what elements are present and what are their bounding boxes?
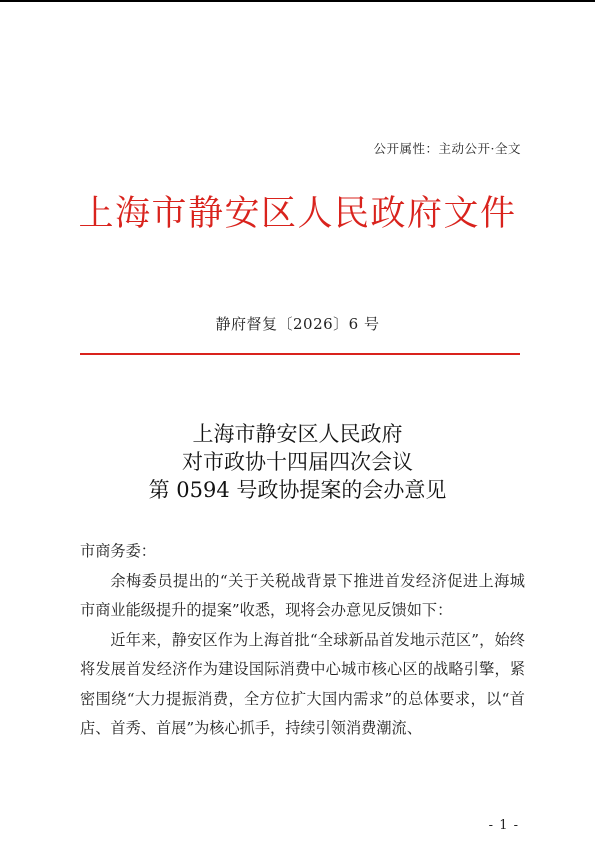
page-number: - 1 - (488, 818, 519, 833)
body-paragraph-2: 近年来，静安区作为上海首批“全球新品首发地示范区”，始终将发展首发经济作为建设国际消费中心城市核心区的战略引擎，紧密围绕“大力提振消费，全方位扩大国内需求”的总体要求，以“首店、首秀、首展”为核心抓手，持续引领消费潮流、 (80, 630, 525, 737)
document-masthead: 上海市静安区人民政府文件 (78, 194, 517, 234)
top-border-line (0, 0, 595, 2)
disclosure-attribute: 公开属性：主动公开·全文 (373, 141, 521, 156)
document-number: 静府督复〔2026〕6 号 (215, 315, 380, 333)
title-line-1: 上海市静安区人民政府 (192, 422, 403, 446)
red-separator-line (80, 353, 520, 355)
title-line-2: 对市政协十四届四次会议 (182, 450, 413, 474)
document-body (80, 537, 525, 744)
title-line-3: 第 0594 号政协提案的会办意见 (148, 478, 447, 502)
salutation: 市商务委： (80, 542, 156, 560)
document-title (0, 420, 595, 504)
body-paragraph-1: 余梅委员提出的“关于关税战背景下推进首发经济促进上海城市商业能级提升的提案”收悉，现将会办意见反馈如下： (80, 571, 525, 619)
